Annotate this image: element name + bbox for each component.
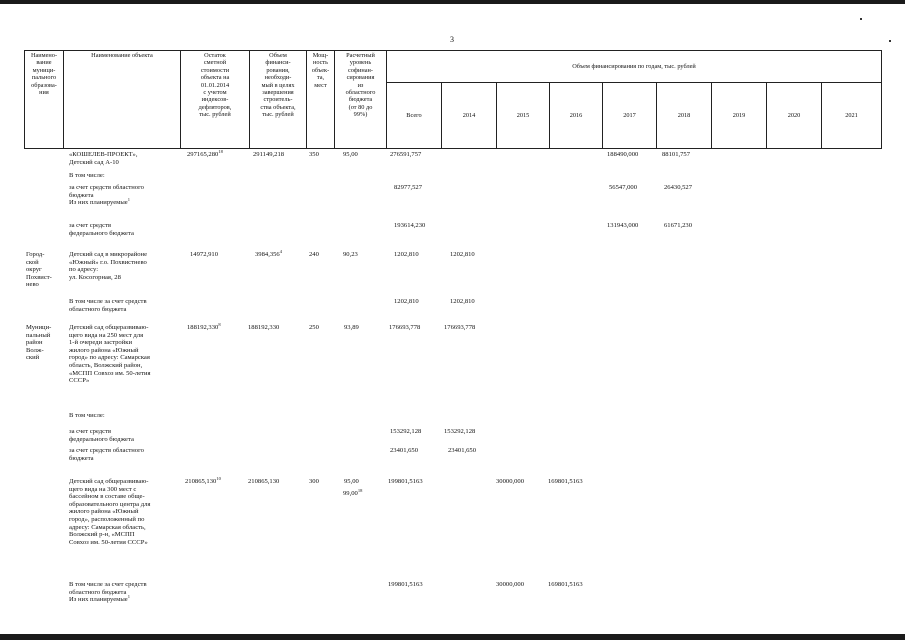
scan-speck bbox=[889, 40, 891, 42]
municipality-volzhsky: Муници- пальный район Волж- ский bbox=[26, 324, 52, 362]
header-total: Всего bbox=[387, 83, 442, 149]
value-2017: 188490,000 bbox=[607, 151, 639, 158]
header-by-years: Объем финансирования по годам, тыс. рублей bbox=[387, 51, 882, 83]
value-2016: 169801,5163 bbox=[548, 581, 583, 588]
value-2014: 153292,128 bbox=[444, 428, 476, 435]
object-name-federal-budget: за счет средств федерального бюджета bbox=[69, 428, 134, 443]
page-number: 3 bbox=[450, 35, 454, 44]
total-value: 1202,810 bbox=[394, 298, 419, 305]
object-name-regional-budget: В том числе за счет средств областного бюджета bbox=[69, 298, 147, 313]
total-value: 176693,778 bbox=[389, 324, 421, 331]
value-2014: 23401,650 bbox=[448, 447, 477, 454]
remaining-cost: 188192,330$^8$ bbox=[187, 322, 221, 331]
header-year-2015: 2015 bbox=[497, 83, 550, 149]
total-value: 82977,527 bbox=[394, 184, 423, 191]
value-2018: 61671,230 bbox=[664, 222, 693, 229]
header-year-2016: 2016 bbox=[550, 83, 603, 149]
financing-volume: 291149,218 bbox=[253, 151, 285, 158]
header-remaining-cost: Остаток сметной стоимости объекта на 01.01.2014 с учетом индексов- дефляторов, тыс. рублей bbox=[181, 51, 250, 149]
header-year-2014: 2014 bbox=[442, 83, 497, 149]
total-value: 23401,650 bbox=[390, 447, 419, 454]
remaining-cost: 297165,280$^{18}$ bbox=[187, 149, 223, 158]
object-name-kindergarten-300: Детский сад общеразвиваю- щего вида на 300 мест с бассейном в составе обще- образовательного центра для жилого района «Южный город», расположенный по адресу: Самарская область, Волжский р-н, «МСПП Совхоз им. 50-летия СССР» bbox=[69, 478, 151, 546]
in-that-number-label: В том числе: bbox=[69, 172, 105, 179]
value-2014: 1202,810 bbox=[450, 251, 475, 258]
object-name-pokhvistnevo: Детский сад в микрорайоне «Южный» г.о. Похвистнево по адресу: ул. Косогорная, 28 bbox=[69, 251, 148, 281]
capacity: 250 bbox=[309, 324, 319, 331]
financing-volume: 188192,330 bbox=[248, 324, 280, 331]
header-year-2017: 2017 bbox=[603, 83, 657, 149]
top-border-bar bbox=[0, 0, 905, 4]
capacity: 240 bbox=[309, 251, 319, 258]
value-2014: 176693,778 bbox=[444, 324, 476, 331]
object-name-federal-budget: за счет средств федерального бюджета bbox=[69, 222, 134, 237]
cofinancing-rate: 93,89 bbox=[344, 324, 359, 331]
header-cofinancing-rate: Расчетный уровень софинан- сирования из областного бюджета (от 80 до 99%) bbox=[335, 51, 387, 149]
municipality-pokhvistnevo: Город- ской округ Похвист- нево bbox=[26, 251, 52, 289]
total-value: 199801,5163 bbox=[388, 581, 423, 588]
remaining-cost: 14972,910 bbox=[190, 251, 219, 258]
value-2015: 30000,000 bbox=[496, 478, 525, 485]
header-financing-volume: Объем финанси- рования, необходи- мый в целях завершения строитель- ства объекта, тыс. рублей bbox=[250, 51, 307, 149]
cofinancing-rate: 90,23 bbox=[343, 251, 358, 258]
object-name-regional-budget: за счет средств областного бюджета bbox=[69, 447, 144, 462]
cofinancing-rate: 95,00 bbox=[344, 478, 359, 485]
value-2017: 56547,000 bbox=[609, 184, 638, 191]
total-value: 193614,230 bbox=[394, 222, 426, 229]
header-capacity: Мощ- ность объек- та, мест bbox=[307, 51, 335, 149]
capacity: 350 bbox=[309, 151, 319, 158]
capacity: 300 bbox=[309, 478, 319, 485]
header-year-2020: 2020 bbox=[767, 83, 822, 149]
cofinancing-rate: 95,00 bbox=[343, 151, 358, 158]
value-2018: 88101,757 bbox=[662, 151, 691, 158]
total-value: 153292,128 bbox=[390, 428, 422, 435]
total-value: 1202,810 bbox=[394, 251, 419, 258]
bottom-border-bar bbox=[0, 634, 905, 640]
total-value: 276591,757 bbox=[390, 151, 422, 158]
value-2014: 1202,810 bbox=[450, 298, 475, 305]
header-year-2019: 2019 bbox=[712, 83, 767, 149]
header-year-2018: 2018 bbox=[657, 83, 712, 149]
value-2018: 26430,527 bbox=[664, 184, 693, 191]
object-name-regional-budget: В том числе за счет средств областного бюджета Из них планируемые$^1$ bbox=[69, 581, 147, 604]
total-value: 199801,5163 bbox=[388, 478, 423, 485]
value-2015: 30000,000 bbox=[496, 581, 525, 588]
financing-volume: 210865,130 bbox=[248, 478, 280, 485]
object-name-kroshelev: «КОШЕЛЕВ-ПРОЕКТ», Детский сад А-10 bbox=[69, 151, 138, 166]
header-municipality: Наимено- вание муници- пального образова- ния bbox=[25, 51, 64, 149]
value-2016: 169801,5163 bbox=[548, 478, 583, 485]
header-object-name: Наименование объекта bbox=[64, 51, 181, 149]
in-that-number-label: В том числе: bbox=[69, 412, 105, 419]
header-year-2021: 2021 bbox=[822, 83, 882, 149]
table-header bbox=[24, 50, 882, 149]
scan-speck bbox=[860, 18, 862, 20]
object-name-regional-budget: за счет средств областного бюджета Из них планируемые$^1$ bbox=[69, 184, 144, 207]
cofinancing-rate-alt: 99,00$^{18}$ bbox=[343, 488, 363, 497]
remaining-cost: 210865,130$^{10}$ bbox=[185, 476, 221, 485]
object-name-kindergarten-250: Детский сад общеразвиваю- щего вида на 250 мест для 1-й очереди застройки жилого района «Южный город» по адресу: Самарская область, Волжский район, «МСПП Совхоз им. 50-летия СССР» bbox=[69, 324, 151, 385]
financing-volume: 3984,356$^4$ bbox=[255, 249, 282, 258]
value-2017: 131943,000 bbox=[607, 222, 639, 229]
